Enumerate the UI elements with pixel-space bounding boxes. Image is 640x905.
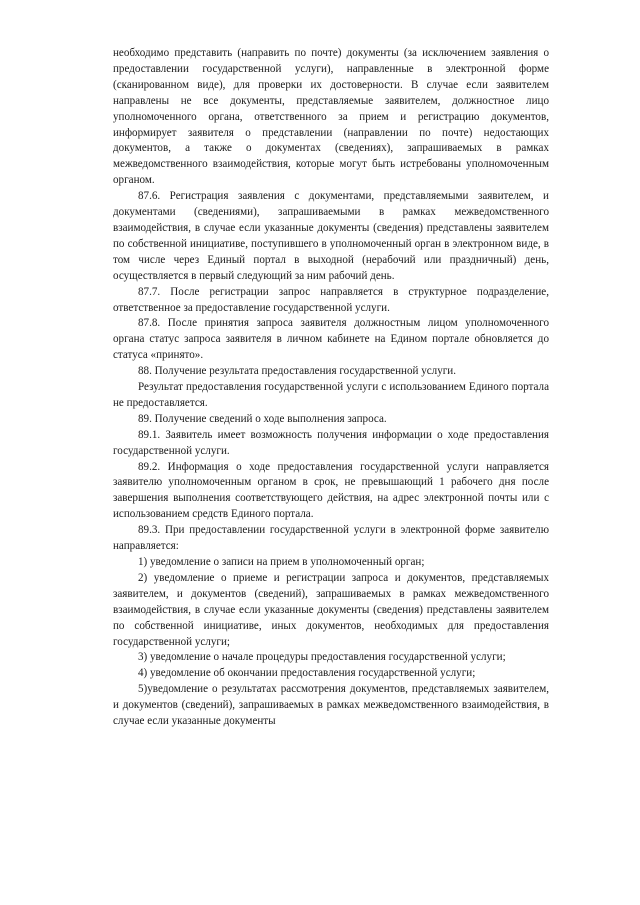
list-item-5: 5)уведомление о результатах рассмотрения документов, представляемых заявителем, и документов (сведений), запрашиваемых в рамках межведомственного взаимодействия, в случае если указанные документы — [113, 683, 549, 728]
paragraph-88-result: Результат предоставления государственной услуги с использованием Единого портала не предоставляется. — [113, 381, 549, 409]
document-body — [113, 46, 549, 730]
list-item-3: 3) уведомление о начале процедуры предоставления государственной услуги; — [138, 651, 506, 664]
list-item-2: 2) уведомление о приеме и регистрации запроса и документов, представляемых заявителем, и документов (сведений), запрашиваемых в рамках межведомственного взаимодействия, в случае если указанные документы (сведения) представлены заявителем по собственной инициативе, иных документов, необходимых для предоставления государственной услуги; — [113, 571, 549, 648]
paragraph-87-6: 87.6. Регистрация заявления с документами, представляемыми заявителем, и документами (сведениями), запрашиваемыми в рамках межведомственного взаимодействия, в случае если указанные документы (сведения) представлены заявителем по собственной инициативе, поступившего в уполномоченный орган в электронном виде, в том числе через Единый портал в выходной (нерабочий или праздничный) день, осуществляется в первый следующий за ним рабочий день. — [113, 190, 549, 282]
paragraph-89: 89. Получение сведений о ходе выполнения запроса. — [138, 412, 387, 425]
paragraph-88: 88. Получение результата предоставления государственной услуги. — [138, 365, 457, 378]
paragraph-87-7: 87.7. После регистрации запрос направляется в структурное подразделение, ответственное за предоставление государственной услуги. — [113, 285, 549, 314]
paragraph-89-3: 89.3. При предоставлении государственной услуги в электронной форме заявителю направляется: — [113, 524, 549, 553]
list-item-4: 4) уведомление об окончании предоставления государственной услуги; — [138, 667, 476, 680]
paragraph-89-2: 89.2. Информация о ходе предоставления государственной услуги направляется заявителю уполномоченным органом в срок, не превышающий 1 рабочего дня после завершения выполнения соответствующего действия, на адрес электронной почты или с использованием средств Единого портала. — [113, 460, 549, 521]
paragraph-89-1: 89.1. Заявитель имеет возможность получения информации о ходе предоставления государственной услуги. — [113, 428, 549, 457]
paragraph-87-8: 87.8. После принятия запроса заявителя должностным лицом уполномоченного органа статус запроса заявителя в личном кабинете на Едином портале обновляется до статуса «принято». — [113, 317, 549, 362]
paragraph-continuation: необходимо представить (направить по почте) документы (за исключением заявления о предоставлении государственной услуги), направленные в электронной форме (сканированном виде), для проверки их достоверности. В случае если заявителем направлены не все документы, представляемые заявителем, должностное лицо уполномоченного органа, ответственного за прием и регистрацию документов, информирует заявителя о представлении (направлении по почте) недостающих документов, а также о документах (сведениях), запрашиваемых в рамках межведомственного взаимодействия, которые могут быть истребованы уполномоченным органом. — [113, 47, 549, 187]
list-item-1: 1) уведомление о записи на прием в уполномоченный орган; — [138, 556, 425, 568]
